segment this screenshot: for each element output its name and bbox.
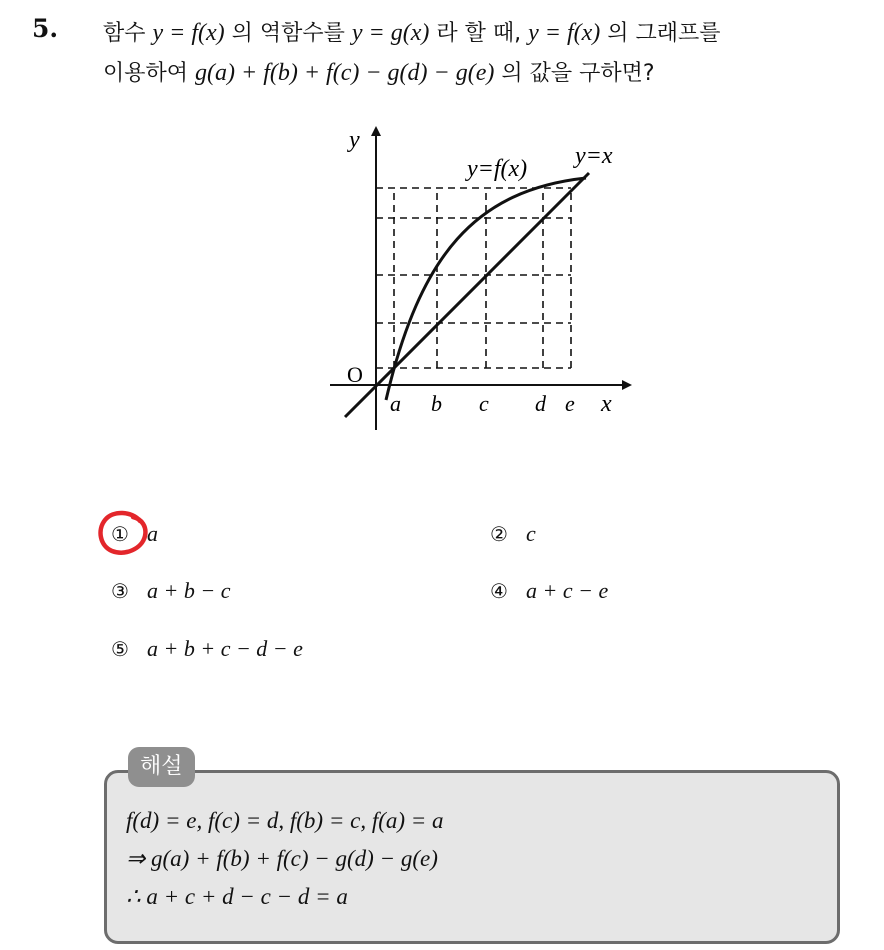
choice-2[interactable]	[490, 521, 536, 547]
question-text: 의 값을 구하면?	[494, 61, 655, 86]
line-label: y=x	[575, 143, 613, 169]
question-text: 함수	[103, 21, 153, 46]
x-tick-label-c: c	[479, 391, 489, 416]
choice-4[interactable]	[490, 578, 608, 604]
y-axis-label: y	[349, 127, 360, 153]
question-text: 의 역함수를	[224, 21, 352, 46]
choice-expression: a + b + c − d − e	[147, 636, 303, 661]
question-text: 라 할 때,	[429, 21, 529, 46]
line-y-equals-x	[345, 173, 589, 417]
choice-number: ④	[490, 579, 508, 603]
origin-label: O	[347, 362, 363, 387]
question-text: 의 그래프를	[600, 21, 721, 46]
question-text: 이용하여	[103, 61, 196, 86]
x-axis-label: x	[601, 391, 612, 417]
choice-number: ③	[111, 579, 129, 603]
curve-label: y=f(x)	[467, 156, 528, 182]
math-expression: g(a) + f(b) + f(c) − g(d) − g(e)	[195, 60, 495, 86]
choice-5[interactable]	[111, 636, 303, 662]
math-expression: y = g(x)	[351, 20, 430, 46]
choice-number: ①	[111, 522, 129, 546]
math-expression: y = f(x)	[528, 20, 601, 46]
solution-line-2: ⇒ g(a) + f(b) + f(c) − g(d) − g(e)	[126, 846, 438, 871]
x-tick-label-d: d	[535, 391, 546, 416]
choice-expression: a + c − e	[526, 578, 609, 603]
question-number: 5.	[32, 14, 59, 43]
choice-expression: a + b − c	[147, 578, 231, 603]
solution-line-1: f(d) = e, f(c) = d, f(b) = c, f(a) = a	[126, 808, 444, 833]
x-tick-label-e: e	[565, 391, 575, 416]
x-tick-label-a: a	[390, 391, 401, 416]
dashed-guides	[376, 188, 571, 368]
choice-3[interactable]	[111, 578, 230, 604]
choice-expression: a	[147, 521, 158, 546]
choice-number: ②	[490, 522, 508, 546]
math-expression: y = f(x)	[152, 20, 225, 46]
solution-tag: 해설	[128, 747, 195, 787]
choice-number: ⑤	[111, 637, 129, 661]
x-tick-label-b: b	[431, 391, 442, 416]
choice-expression: c	[526, 521, 536, 546]
choice-1[interactable]	[111, 521, 158, 547]
solution-line-3: ∴ a + c + d − c − d = a	[126, 884, 348, 909]
